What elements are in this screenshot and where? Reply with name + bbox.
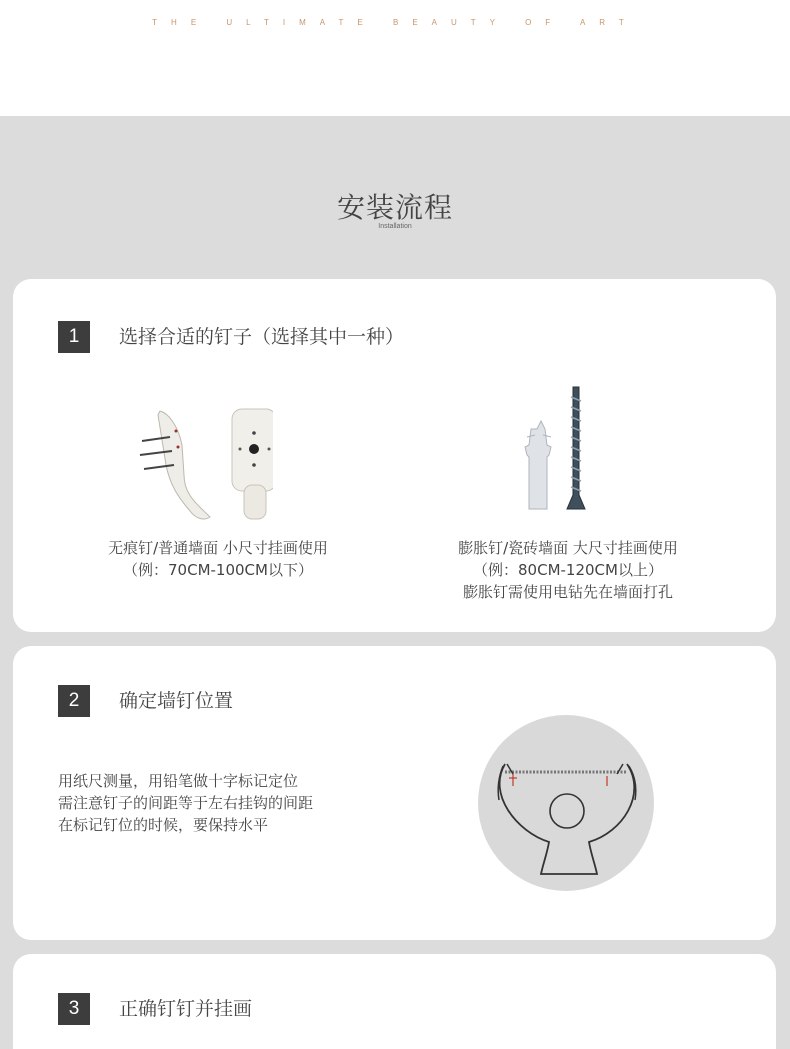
step-number-badge: 3 (58, 993, 90, 1025)
step-card-3 (13, 954, 776, 1049)
step-card-1 (13, 279, 776, 632)
expansion-nail-caption (423, 537, 713, 603)
seamless-nail-caption (75, 537, 361, 581)
description-line: 用纸尺测量，用铅笔做十字标记定位 (58, 772, 299, 790)
caption-line: （例：70CM-100CM以下） (123, 561, 313, 579)
section-subtitle: Installation (378, 223, 412, 230)
expansion-nail-image (521, 385, 601, 517)
caption-line: 膨胀钉需使用电钻先在墙面打孔 (462, 583, 673, 601)
step-number-badge: 1 (58, 321, 90, 353)
step-title: 正确钉钉并挂画 (119, 998, 253, 1020)
description-line: 需注意钉子的间距等于左右挂钩的间距 (58, 794, 314, 812)
step-title: 确定墙钉位置 (119, 690, 234, 712)
caption-line: （例：80CM-120CM以上） (473, 561, 663, 579)
caption-line: 膨胀钉/瓷砖墙面 大尺寸挂画使用 (458, 539, 678, 557)
brand-tagline: THE ULTIMATE BEAUTY OF ART (152, 18, 638, 27)
step-number-badge: 2 (58, 685, 90, 717)
measuring-illustration (477, 714, 655, 892)
description-line: 在标记钉位的时候，要保持水平 (58, 816, 269, 834)
step-description (58, 770, 313, 836)
seamless-nail-image (138, 405, 273, 523)
caption-line: 无痕钉/普通墙面 小尺寸挂画使用 (108, 539, 328, 557)
top-banner (0, 0, 790, 116)
section-title: 安装流程 (336, 191, 453, 224)
step-title: 选择合适的钉子（选择其中一种） (119, 326, 405, 348)
step-card-2 (13, 646, 776, 940)
